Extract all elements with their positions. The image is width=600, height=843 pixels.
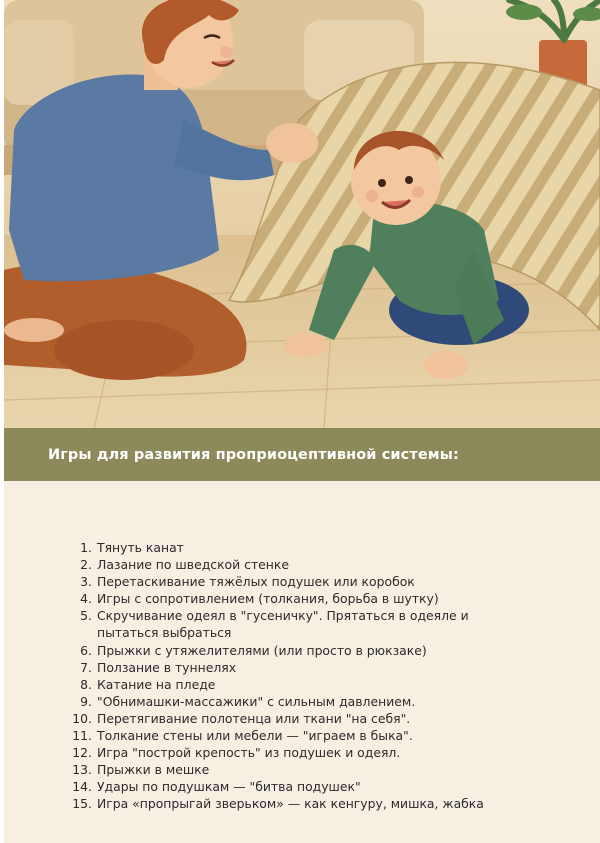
- list-item-text: Игры с сопротивлением (толкания, борьба в шутку): [97, 591, 439, 607]
- list-item-number: 7.: [80, 659, 92, 675]
- list-item-number: 12.: [72, 745, 92, 761]
- list-item: [62, 693, 532, 710]
- list-item-text: Игра «пропрыгай зверьком» — как кенгуру, мишка, жабка: [97, 796, 484, 812]
- list-item-number: 11.: [72, 728, 92, 744]
- mother-child-blanket-illustration: [4, 0, 600, 428]
- list-item: [62, 573, 532, 590]
- list-item-text: Тянуть канат: [97, 540, 184, 555]
- list-item: [62, 744, 532, 761]
- list-item-number: 6.: [80, 642, 92, 658]
- list-item-text: Лазание по шведской стенке: [97, 557, 289, 573]
- list-item-text: Катание на пледе: [97, 676, 216, 692]
- list-item-number: 4.: [80, 591, 92, 607]
- section-banner: [4, 428, 600, 481]
- list-item: [62, 642, 532, 659]
- games-list: [62, 539, 532, 813]
- list-item: [62, 676, 532, 693]
- list-item-number: 2.: [80, 557, 92, 573]
- banner-title: Игры для развития проприоцептивной системы:: [48, 446, 459, 463]
- list-item-number: 14.: [72, 779, 92, 795]
- list-item: [62, 778, 532, 795]
- list-item-number: 1.: [80, 540, 92, 555]
- list-item-text: Ползание в туннелях: [97, 659, 237, 675]
- list-item-text: Толкание стены или мебели — "играем в быка".: [97, 728, 413, 744]
- list-item: [62, 590, 532, 607]
- list-item-number: 8.: [80, 676, 92, 692]
- list-item-number: 10.: [72, 710, 92, 726]
- list-item-text: Удары по подушкам — "битва подушек": [97, 779, 361, 795]
- list-item: [62, 727, 532, 744]
- list-item: [62, 710, 532, 727]
- list-item: [62, 539, 532, 556]
- list-item-text: Перетаскивание тяжёлых подушек или коробок: [97, 574, 415, 590]
- list-item: [62, 795, 532, 812]
- list-item: [62, 659, 532, 676]
- content-panel: [4, 481, 600, 843]
- list-item-text: "Обнимашки-массажики" с сильным давлением.: [97, 693, 416, 709]
- list-item-text: Перетягивание полотенца или ткани "на себя".: [97, 710, 411, 726]
- list-item-text: Игра "построй крепость" из подушек и одеял.: [97, 745, 401, 761]
- list-item-number: 13.: [72, 762, 92, 778]
- list-item-number: 3.: [80, 574, 92, 590]
- list-item: [62, 761, 532, 778]
- list-item-number: 15.: [72, 796, 92, 812]
- list-item-text: Скручивание одеял в "гусеничку". Прятаться в одеяле и пытаться выбраться: [97, 608, 469, 641]
- list-item: [62, 556, 532, 573]
- list-item: [62, 607, 532, 641]
- list-item-number: 5.: [80, 608, 92, 624]
- list-item-text: Прыжки с утяжелителями (или просто в рюкзаке): [97, 642, 427, 658]
- list-item-number: 9.: [80, 693, 92, 709]
- list-item-text: Прыжки в мешке: [97, 762, 210, 778]
